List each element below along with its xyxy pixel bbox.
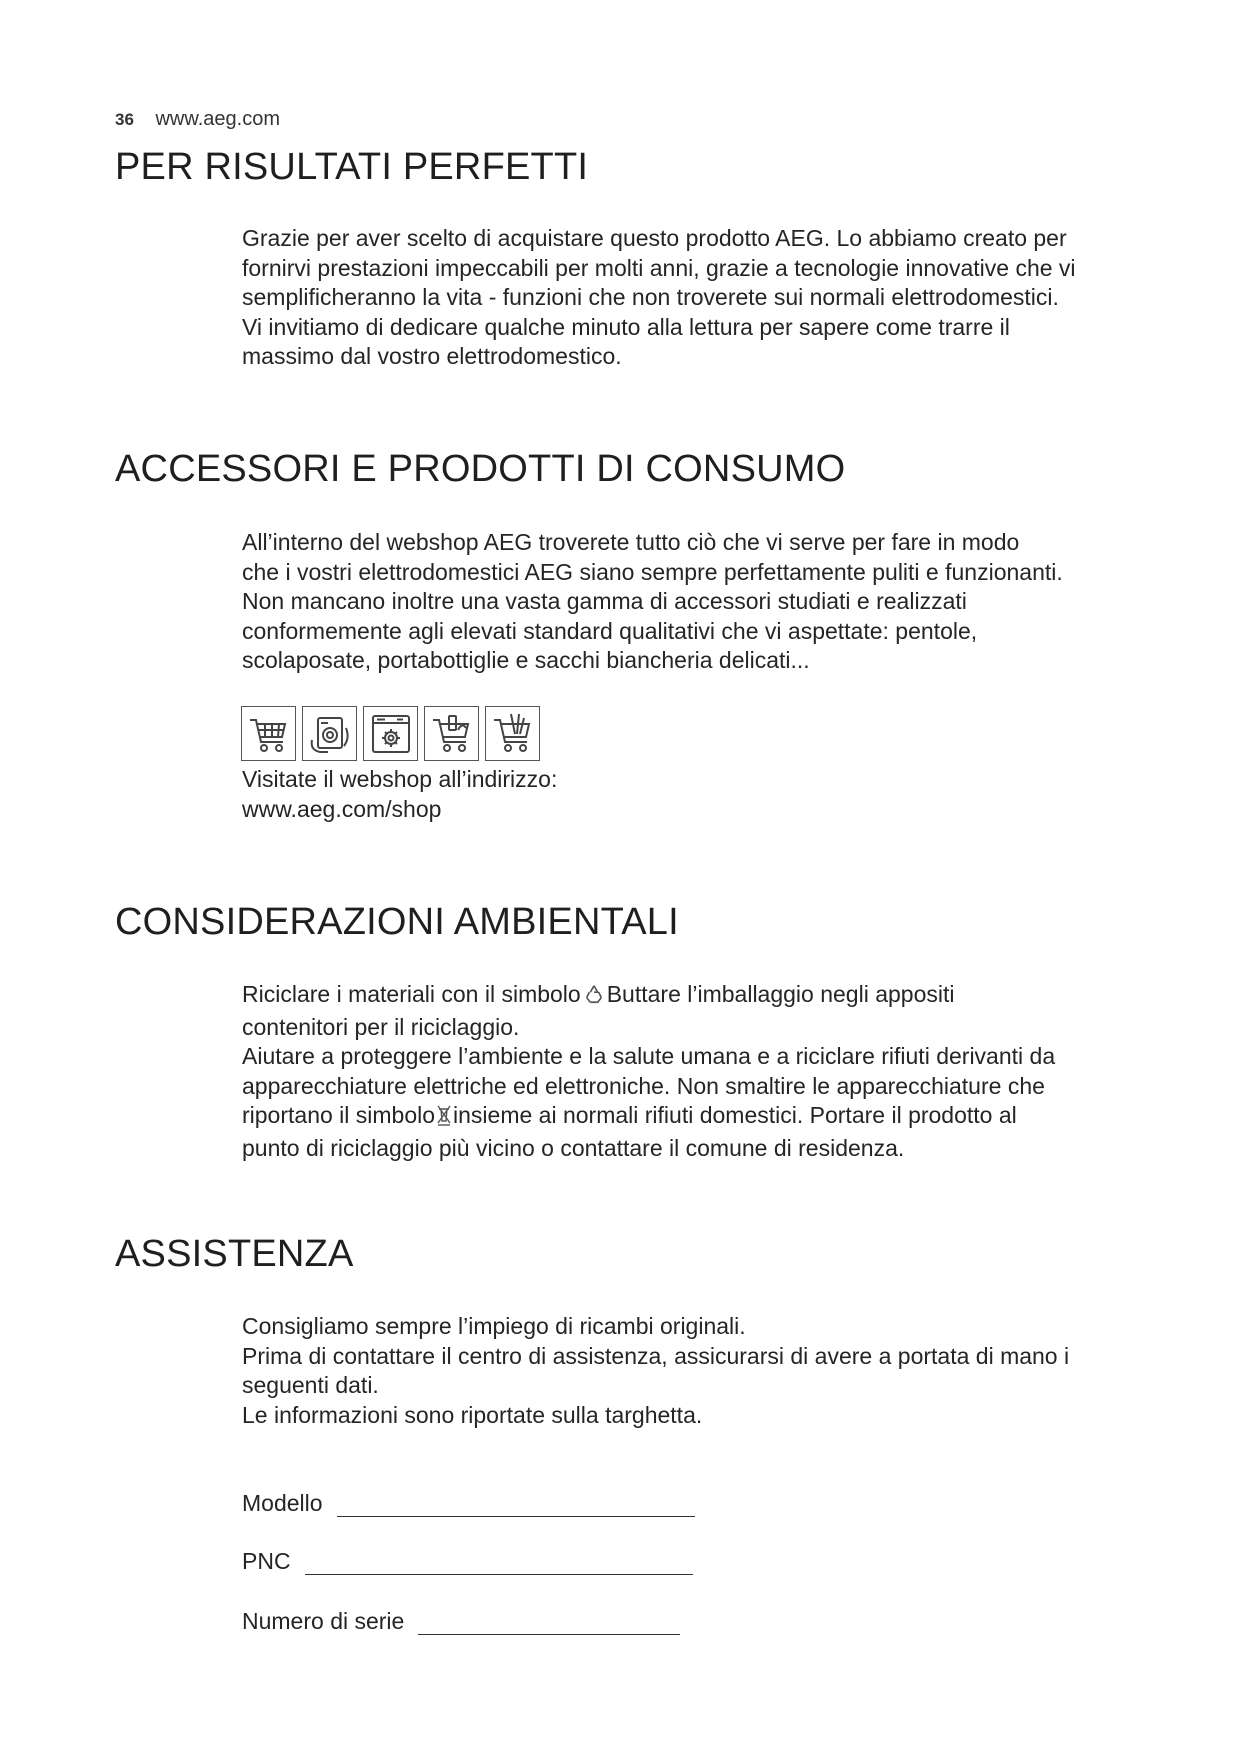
text-line: punto di riciclaggio più vicino o contattare il comune di residenza.: [242, 1134, 905, 1161]
risultati-paragraph: [242, 224, 1182, 372]
text-line: conformemente agli elevati standard qualitativi che vi aspettate: pentole,: [242, 617, 978, 644]
cart-cleaning-products-icon: [424, 706, 479, 761]
text-line: Le informazioni sono riportate sulla targhetta.: [242, 1401, 703, 1428]
text-line: scolaposate, portabottiglie e sacchi biancheria delicati...: [242, 647, 810, 673]
text-line: apparecchiature elettriche ed elettroniche. Non smaltire le apparecchiature che: [242, 1072, 1045, 1099]
text-line: Aiutare a proteggere l’ambiente e la salute umana e a riciclare rifiuti derivanti da: [242, 1043, 1056, 1069]
text-line: Non mancano inoltre una vasta gamma di accessori studiati e realizzati: [242, 588, 967, 614]
serie-label: Numero di serie: [242, 1608, 405, 1634]
pnc-blank-line[interactable]: [305, 1550, 693, 1575]
serie-blank-line[interactable]: [418, 1610, 680, 1635]
text-fragment: insieme ai normali rifiuti domestici. Portare il prodotto al: [453, 1102, 1017, 1128]
text-line: Prima di contattare il centro di assistenza, assicurarsi di avere a portata di mano i: [242, 1342, 1070, 1369]
text-fragment: Buttare l’imballaggio negli appositi: [606, 981, 955, 1007]
washing-machine-accessory-icon: [302, 706, 357, 761]
text-fragment: Riciclare i materiali con il simbolo: [242, 981, 581, 1007]
text-line: Consigliamo sempre l’impiego di ricambi originali.: [242, 1313, 746, 1339]
text-line: [242, 1101, 1182, 1134]
text-line: Grazie per aver scelto di acquistare questo prodotto AEG. Lo abbiamo creato per: [242, 225, 1067, 251]
accessori-paragraph: [242, 528, 1182, 676]
text-line: seguenti dati.: [242, 1372, 379, 1398]
visit-text: Visitate il webshop all’indirizzo:: [242, 766, 558, 792]
shopping-cart-icon: [241, 706, 296, 761]
page-header: [115, 108, 280, 131]
section-title-ambientali: CONSIDERAZIONI AMBIENTALI: [115, 901, 679, 943]
cart-kitchen-utensils-icon: [485, 706, 540, 761]
appliance-parts-gear-icon: [363, 706, 418, 761]
text-line: contenitori per il riciclaggio.: [242, 1013, 520, 1040]
website-url: www.aeg.com: [155, 108, 280, 130]
text-fragment: riportano il simbolo: [242, 1102, 436, 1128]
text-line: [242, 980, 1182, 1013]
modello-blank-line[interactable]: [337, 1492, 695, 1517]
webshop-link[interactable]: www.aeg.com/shop: [242, 795, 442, 822]
text-line: All’interno del webshop AEG troverete tutto ciò che vi serve per fare in modo: [242, 529, 1020, 555]
section-title-assistenza: ASSISTENZA: [115, 1233, 354, 1275]
modello-label: Modello: [242, 1490, 323, 1516]
text-line: che i vostri elettrodomestici AEG siano sempre perfettamente puliti e funzionanti.: [242, 558, 1063, 585]
webshop-visit: [242, 765, 1182, 824]
webshop-icons: [241, 706, 540, 761]
modello-field[interactable]: [242, 1490, 695, 1517]
serie-field[interactable]: [242, 1608, 680, 1635]
assistenza-paragraph: [242, 1312, 1182, 1430]
pnc-label: PNC: [242, 1548, 291, 1574]
text-line: semplificheranno la vita - funzioni che non troverete sui normali elettrodomestici.: [242, 284, 1059, 310]
pnc-field[interactable]: [242, 1548, 693, 1575]
text-line: Vi invitiamo di dedicare qualche minuto alla lettura per sapere come trarre il: [242, 313, 1010, 340]
recycle-icon: [583, 983, 605, 1013]
text-line: massimo dal vostro elettrodomestico.: [242, 343, 622, 369]
text-line: fornirvi prestazioni impeccabili per molti anni, grazie a tecnologie innovative che vi: [242, 254, 1076, 281]
crossed-bin-weee-icon: [437, 1104, 451, 1134]
page-number: 36: [115, 110, 134, 129]
section-title-accessori: ACCESSORI E PRODOTTI DI CONSUMO: [115, 448, 846, 490]
section-title-risultati: PER RISULTATI PERFETTI: [115, 146, 589, 188]
ambientali-paragraph: [242, 980, 1182, 1163]
